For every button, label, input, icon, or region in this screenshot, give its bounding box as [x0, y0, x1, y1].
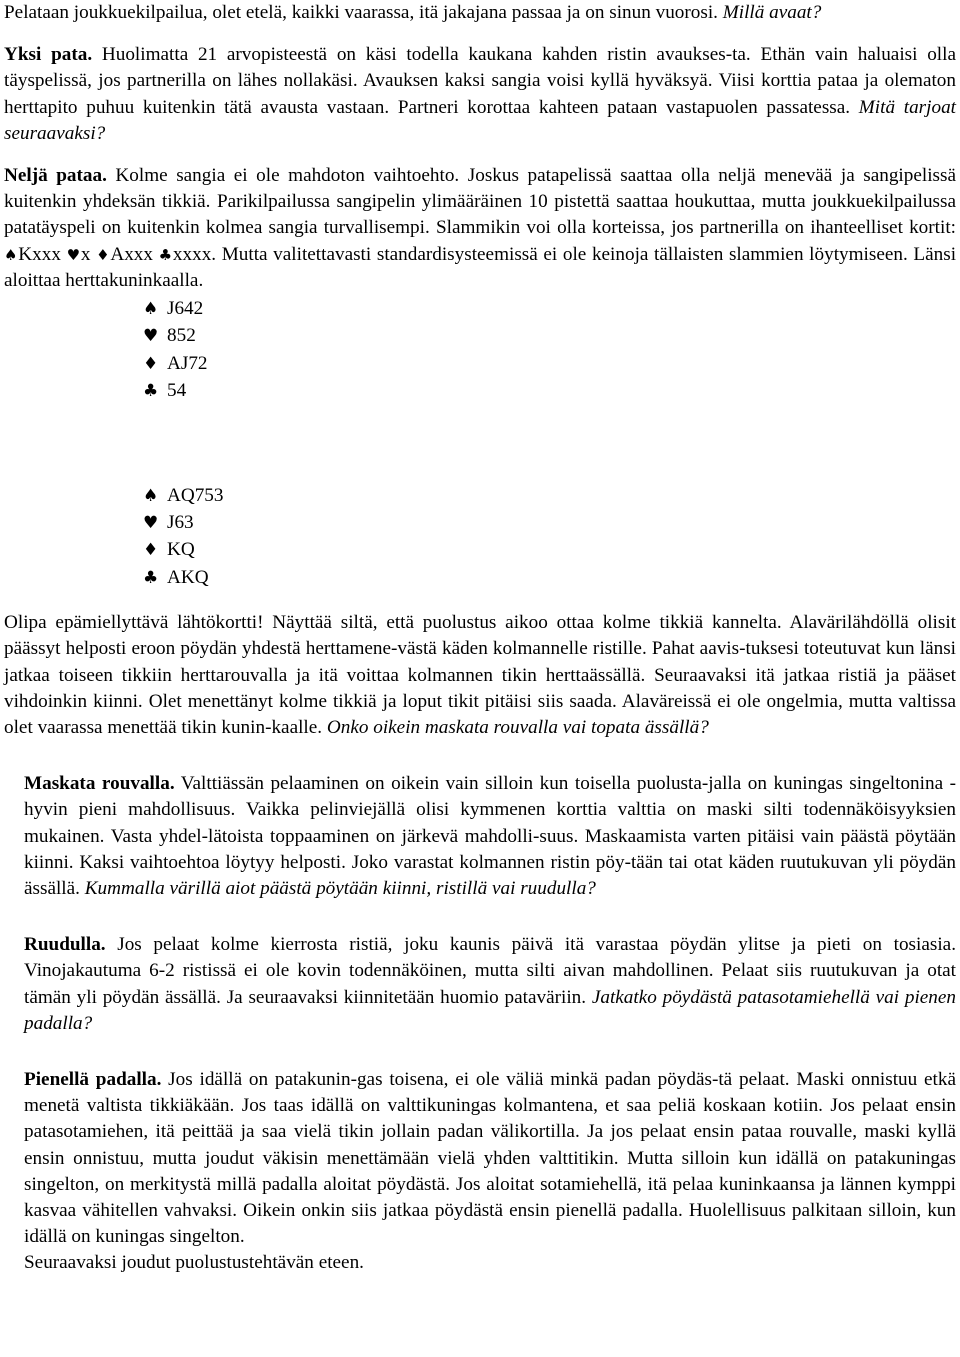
- section-heading: Pienellä padalla.: [24, 1069, 162, 1090]
- section-heading: Yksi pata.: [4, 44, 93, 66]
- intro-paragraph: [4, 0, 956, 26]
- hand-row-hearts: [143, 509, 956, 536]
- diamond-icon: ♦: [96, 245, 111, 264]
- section-lahtokortti: [4, 610, 956, 741]
- ideal-diamonds: Axxx: [110, 243, 153, 265]
- south-spades: AQ753: [167, 484, 224, 506]
- hand-row-clubs: [143, 377, 956, 404]
- ideal-clubs: xxxx: [172, 243, 212, 265]
- hand-row-hearts: [143, 322, 956, 349]
- hand-row-diamonds: [143, 350, 956, 377]
- south-hand: [143, 482, 956, 592]
- south-hearts: J63: [167, 511, 194, 533]
- club-icon: ♣: [143, 381, 159, 402]
- section-question: Mitä tarjoat seuraavaksi?: [4, 96, 956, 144]
- section-nelja-pataa: [4, 163, 956, 294]
- diamond-icon: ♦: [143, 540, 159, 561]
- section-text-continued: . Mutta valitettavasti standardisysteemissä ei ole keinoja tällaisten slammien löytymiseen. Länsi aloittaa herttakuninkaalla.: [4, 243, 957, 291]
- section-text: Kolme sangia ei ole mahdoton vaihtoehto. Joskus patapelissä saattaa olla neljä menevää ja sangipelissä kuitenkin yhdeksän tikkiä. Parikilpailussa sangipelin ylimääräinen 10 pistettä saattaa houkuttaa, mutta joukkuekilpailussa patatäyspeli on kuitenkin kolmea sangia turvallisempi. Slammikin voi olla korteissa, jos partnerilla on ihanteelliset kortit:: [4, 165, 956, 239]
- heart-icon: ♥: [143, 326, 159, 347]
- spacer: [4, 741, 956, 771]
- hand-row-clubs: [143, 564, 956, 591]
- section-yksi-pata: [4, 42, 956, 147]
- dummy-hearts: 852: [167, 325, 196, 347]
- section-text: Huolimatta 21 arvopisteestä on käsi todella kaukana kahden ristin avaukses-ta. Ethän vain haluaisi olla täyspelissä, jos partnerilla on lähes nollakäsi. Avauksen kaksi sangia voisi kyllä hyväksyä. Viisi korttia pataa ja olematon herttapito puhuu kuitenkin tätä avausta vastaan. Partneri korottaa kahteen pataan vastapuolen passatessa.: [4, 44, 956, 118]
- hand-row-spades: [143, 482, 956, 509]
- spacer: [4, 26, 956, 42]
- south-diamonds: KQ: [167, 539, 195, 561]
- dummy-clubs: 54: [167, 380, 187, 402]
- section-heading: Neljä pataa.: [4, 165, 107, 187]
- spacer: [4, 902, 956, 932]
- spacer: [4, 147, 956, 163]
- heart-icon: ♥: [66, 245, 81, 264]
- heart-icon: ♥: [143, 512, 159, 533]
- spade-icon: ♠: [143, 299, 159, 320]
- section-text: Jos pelaat kolme kierrosta ristiä, joku kaunis päivä itä varastaa pöydän ylitse ja pieti on tosiasia. Vinojakautuma 6-2 ristissä ei ole kovin todennäköinen, mutta silti aivan mahdollinen. Pelaat siis ruutukuvan ja otat tämän yli pöydän ässällä. Ja seuraavaksi kiinnitetään huomio pataväriin.: [24, 934, 956, 1008]
- dummy-hand: [143, 295, 956, 405]
- ideal-spades: Kxxx: [18, 243, 61, 265]
- intro-text: Pelataan joukkuekilpailua, olet etelä, kaikki vaarassa, itä jakajana passaa ja on sinun vuorosi.: [4, 2, 723, 23]
- closing-line: Seuraavaksi joudut puolustustehtävän eteen.: [24, 1252, 364, 1274]
- section-text: Olipa epämiellyttävä lähtökortti! Näyttää siltä, että puolustus aikoo ottaa kolme tikkiä kannelta. Alavärilähdöllä olisit päässyt helposti eroon pöydän yhdestä herttamene-västä käden kolmannelle ristille. Pahat aavis-tuksesi toteutuvat kun länsi jatkaa toiseen tikkiin herttarouvalla ja itä voittaa kolmannen tikin herttaässällä. Seuraavaksi itä jatkaa ristiä ja pääset vihdoinkin kiinni. Olet menettänyt kolme tikkiä ja loput tikit pitäisi siis saada. Alaväreissä ei ole ongelmia, mutta valtissa olet vaarassa menettää tikin kunin-kaalle.: [4, 612, 956, 738]
- club-icon: ♣: [158, 245, 173, 264]
- section-maskata-rouvalla: [4, 771, 956, 902]
- section-text: Valttiässän pelaaminen on oikein vain silloin kun toisella puolusta-jalla on kuningas singeltonina - hyvin pieni mahdollisuus. Vaikka pelinviejällä olisi kymmenen korttia valttia on maski silti todennäköisyyksien mukainen. Vasta yhdel-lätoista toppaaminen on järkevä mahdolli-suus. Maskaamista varten pitäisi vain päästä pöytään kiinni. Kaksi vaihtoehtoa löytyy helposti. Joko varastat kolmannen ristin pöy-tään tai otat käden ruutukuvan yli pöydän ässällä.: [24, 773, 957, 899]
- intro-question: Millä avaat?: [722, 2, 822, 23]
- hand-row-diamonds: [143, 536, 956, 563]
- spade-icon: ♠: [143, 485, 159, 506]
- section-question: Jatkatko pöydästä patasotamiehellä vai pienen padalla?: [24, 986, 956, 1034]
- diamond-icon: ♦: [143, 353, 159, 374]
- spacer: [4, 1037, 956, 1067]
- south-clubs: AKQ: [167, 566, 209, 588]
- club-icon: ♣: [143, 567, 159, 588]
- dummy-spades: J642: [167, 298, 204, 320]
- ideal-hearts: x: [80, 243, 91, 265]
- section-question: Onko oikein maskata rouvalla vai topata ässällä?: [326, 716, 709, 738]
- section-question: Kummalla värillä aiot päästä pöytään kiinni, ristillä vai ruudulla?: [84, 877, 596, 899]
- section-pienella-padalla: [4, 1067, 956, 1250]
- hand-row-spades: [143, 295, 956, 322]
- section-ruudulla: [4, 932, 956, 1037]
- spade-icon: ♠: [4, 245, 19, 264]
- section-heading: Maskata rouvalla.: [24, 773, 175, 795]
- section-text: Jos idällä on patakunin-gas toisena, ei ole väliä minkä padan pöydäs-tä pelaat. Maski onnistuu etkä menetä valtista tikkiäkään. Jos taas idällä on valttikuningas kolmantena, et saa peliä koskaan kotiin. Jos pelaat ensin patasotamiehen, itä peittää ja saa vielä tikin jollain padan välikortilla. Ja jos pelaat ensin pataa rouvalle, maski kyllä ensin onnistuu, mutta joudut väkisin menettämään vielä yhden valttitikin. Mutta silloin kun idällä on patakuningas singelton, on merkitystä millä padalla aloitat pöydästä. Jos aloitat sotamiehellä, itä pelaa kuninkaansa ja lännen kymppi kasvaa vähitellen vahvaksi. Oikein onkin siis jatkaa pöydästä ensin pienellä padalla. Huolellisuus palkitaan silloin, kun idällä on kuningas singelton.: [24, 1069, 956, 1248]
- dummy-diamonds: AJ72: [167, 352, 208, 374]
- section-heading: Ruudulla.: [24, 934, 106, 956]
